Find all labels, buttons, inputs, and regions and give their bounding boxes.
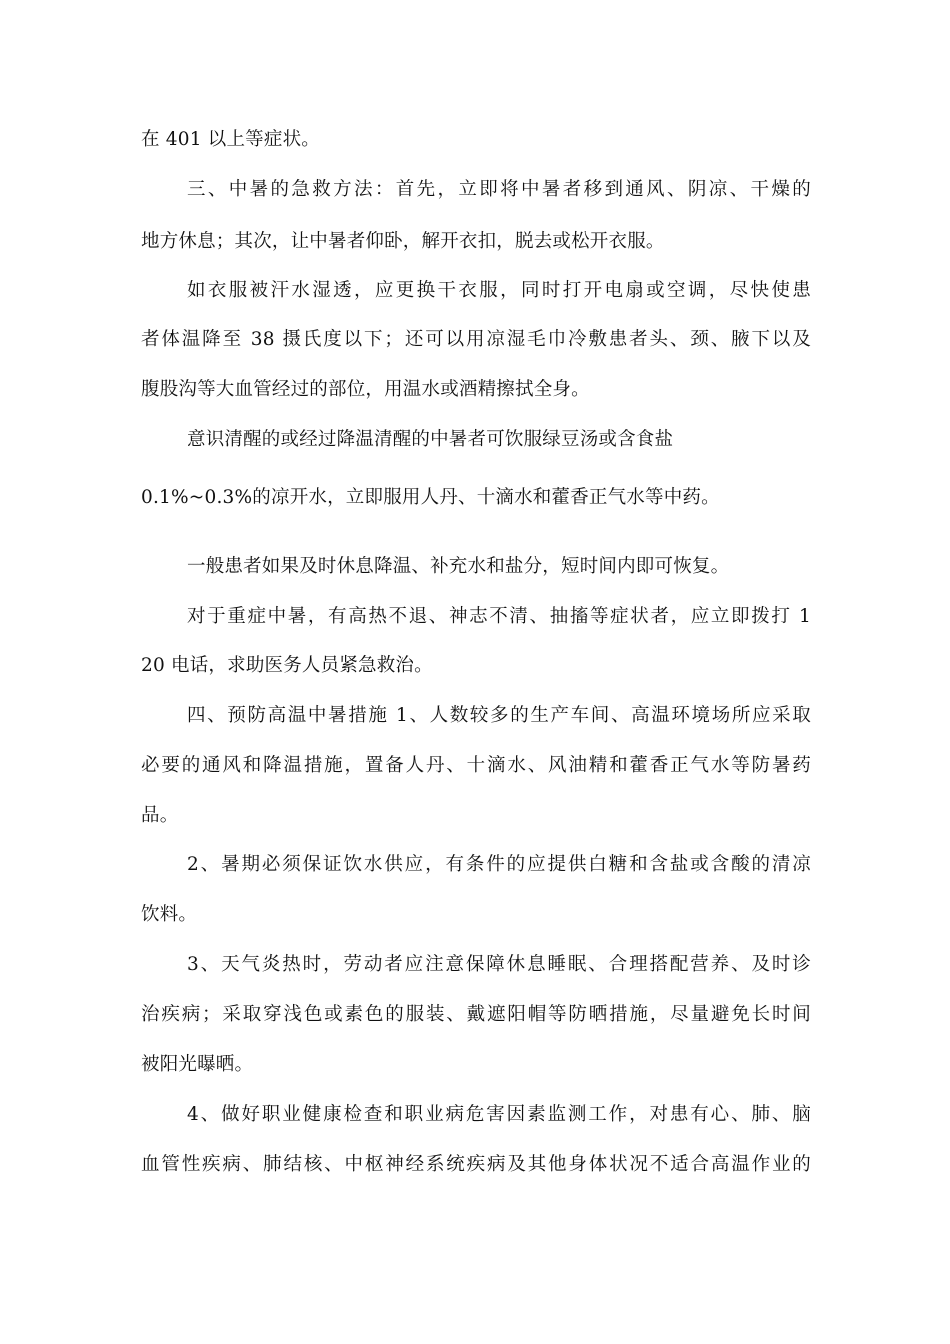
text-line: 0.1%~0.3%的凉开水，立即服用人丹、十滴水和藿香正气水等中药。 xyxy=(141,487,720,508)
text-line: 治疾病；采取穿浅色或素色的服装、戴遮阳帽等防晒措施，尽量避免长时间 xyxy=(141,1004,811,1025)
text-line: 意识清醒的或经过降温清醒的中暑者可饮服绿豆汤或含食盐 xyxy=(187,429,674,450)
text-line: 如衣服被汗水湿透，应更换干衣服，同时打开电扇或空调，尽快使患 xyxy=(187,280,811,301)
text-line: 4、做好职业健康检查和职业病危害因素监测工作，对患有心、肺、脑 xyxy=(187,1104,811,1125)
text-line: 3、天气炎热时，劳动者应注意保障休息睡眠、合理搭配营养、及时诊 xyxy=(187,954,811,975)
text-line: 一般患者如果及时休息降温、补充水和盐分，短时间内即可恢复。 xyxy=(187,556,730,577)
text-line: 对于重症中暑，有高热不退、神志不清、抽搐等症状者，应立即拨打 1 xyxy=(187,606,811,627)
text-line: 饮料。 xyxy=(141,904,198,925)
text-line: 品。 xyxy=(141,805,179,826)
text-line: 2、暑期必须保证饮水供应，有条件的应提供白糖和含盐或含酸的清凉 xyxy=(187,854,811,875)
text-line: 被阳光曝晒。 xyxy=(141,1054,254,1075)
text-line: 在 401 以上等症状。 xyxy=(141,129,320,150)
text-line: 血管性疾病、肺结核、中枢神经系统疾病及其他身体状况不适合高温作业的 xyxy=(141,1154,811,1175)
text-line: 20 电话，求助医务人员紧急救治。 xyxy=(141,655,433,676)
text-line: 地方休息；其次，让中暑者仰卧，解开衣扣，脱去或松开衣服。 xyxy=(141,231,665,252)
text-line: 四、预防高温中暑措施 1、人数较多的生产车间、高温环境场所应采取 xyxy=(187,705,811,726)
text-line: 必要的通风和降温措施，置备人丹、十滴水、风油精和藿香正气水等防暑药 xyxy=(141,755,811,776)
text-line: 腹股沟等大血管经过的部位，用温水或酒精擦拭全身。 xyxy=(141,379,590,400)
text-line: 者体温降至 38 摄氏度以下；还可以用凉湿毛巾冷敷患者头、颈、腋下以及 xyxy=(141,329,811,350)
text-line: 三、中暑的急救方法：首先，立即将中暑者移到通风、阴凉、干燥的 xyxy=(187,179,811,200)
